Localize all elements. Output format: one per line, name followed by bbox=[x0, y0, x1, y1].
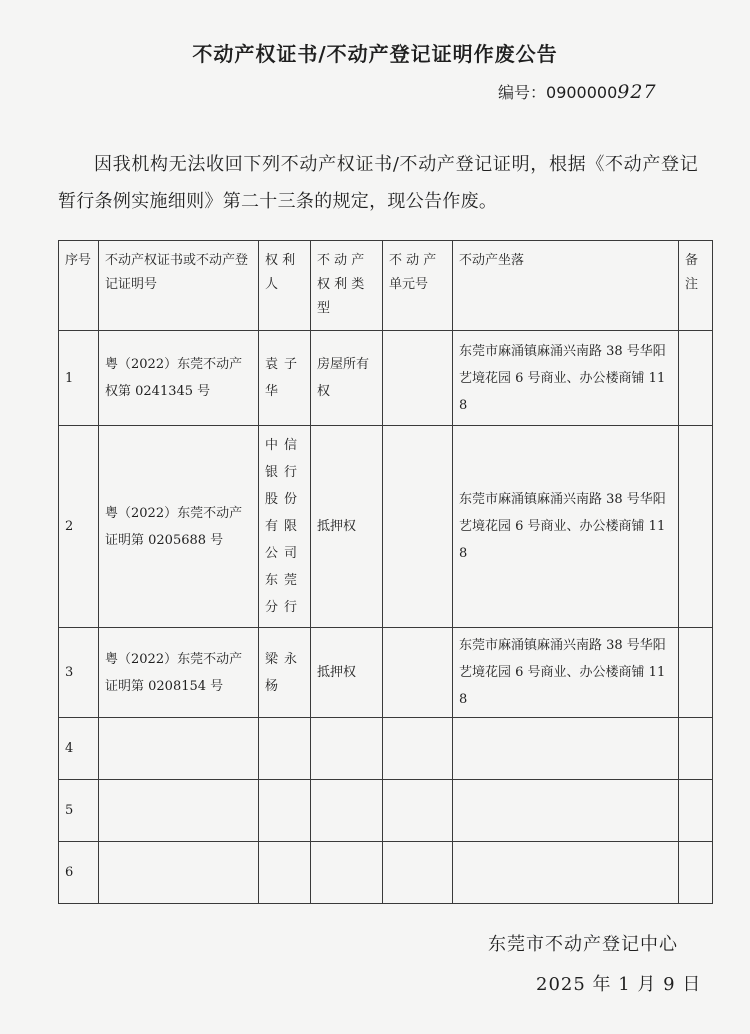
cell-certificate: 粤（2022）东莞不动产证明第 0208154 号 bbox=[99, 628, 259, 718]
cell-holder bbox=[259, 780, 311, 842]
document-number-label: 编号： bbox=[498, 83, 547, 102]
cell-unit-number bbox=[383, 780, 453, 842]
cell-right-type: 抵押权 bbox=[311, 628, 383, 718]
cell-note bbox=[679, 718, 713, 780]
table-row bbox=[59, 628, 713, 718]
cell-certificate bbox=[99, 780, 259, 842]
cell-unit-number bbox=[383, 331, 453, 426]
cell-location bbox=[453, 842, 679, 904]
cell-location: 东莞市麻涌镇麻涌兴南路 38 号华阳艺境花园 6 号商业、办公楼商铺 118 bbox=[453, 628, 679, 718]
header-holder: 权 利 人 bbox=[259, 241, 311, 331]
header-note: 备 注 bbox=[679, 241, 713, 331]
cell-index: 3 bbox=[59, 628, 99, 718]
cell-unit-number bbox=[383, 426, 453, 628]
header-unit-number: 不 动 产 单元号 bbox=[383, 241, 453, 331]
cell-holder: 袁子华 bbox=[259, 331, 311, 426]
cell-note bbox=[679, 780, 713, 842]
header-certificate: 不动产权证书或不动产登记证明号 bbox=[99, 241, 259, 331]
cell-right-type: 抵押权 bbox=[311, 426, 383, 628]
issue-date: 2025 年 1 月 9 日 bbox=[536, 974, 702, 995]
document-number-printed: 0900000 bbox=[546, 83, 618, 102]
cell-unit-number bbox=[383, 718, 453, 780]
cell-right-type bbox=[311, 718, 383, 780]
cell-index: 4 bbox=[59, 718, 99, 780]
table-row bbox=[59, 842, 713, 904]
cell-unit-number bbox=[383, 842, 453, 904]
cancellation-table bbox=[58, 240, 713, 904]
cell-index: 1 bbox=[59, 331, 99, 426]
intro-paragraph: 因我机构无法收回下列不动产权证书/不动产登记证明，根据《不动产登记暂行条例实施细则》第二十三条的规定，现公告作废。 bbox=[58, 154, 698, 212]
cell-holder bbox=[259, 718, 311, 780]
header-location: 不动产坐落 bbox=[453, 241, 679, 331]
table-row bbox=[59, 718, 713, 780]
cell-holder bbox=[259, 842, 311, 904]
cell-note bbox=[679, 331, 713, 426]
document-number-handwritten: 927 bbox=[617, 81, 657, 103]
cell-note bbox=[679, 842, 713, 904]
cell-holder: 中信银行股份有限公司东莞分行 bbox=[259, 426, 311, 628]
table-row bbox=[59, 331, 713, 426]
cell-location: 东莞市麻涌镇麻涌兴南路 38 号华阳艺境花园 6 号商业、办公楼商铺 118 bbox=[453, 426, 679, 628]
cell-certificate: 粤（2022）东莞不动产证明第 0205688 号 bbox=[99, 426, 259, 628]
header-index: 序号 bbox=[59, 241, 99, 331]
cell-right-type bbox=[311, 842, 383, 904]
cell-location: 东莞市麻涌镇麻涌兴南路 38 号华阳艺境花园 6 号商业、办公楼商铺 118 bbox=[453, 331, 679, 426]
cell-right-type: 房屋所有权 bbox=[311, 331, 383, 426]
cell-certificate: 粤（2022）东莞不动产权第 0241345 号 bbox=[99, 331, 259, 426]
cell-certificate bbox=[99, 718, 259, 780]
table-row bbox=[59, 780, 713, 842]
page-title: 不动产权证书/不动产登记证明作废公告 bbox=[192, 42, 558, 66]
table-header-row bbox=[59, 241, 713, 331]
cell-note bbox=[679, 628, 713, 718]
cell-index: 6 bbox=[59, 842, 99, 904]
cell-note bbox=[679, 426, 713, 628]
cell-certificate bbox=[99, 842, 259, 904]
cell-location bbox=[453, 718, 679, 780]
document-number bbox=[498, 80, 657, 103]
cell-unit-number bbox=[383, 628, 453, 718]
cell-index: 5 bbox=[59, 780, 99, 842]
issuing-organization: 东莞市不动产登记中心 bbox=[488, 934, 678, 955]
header-right-type: 不 动 产 权 利 类 型 bbox=[311, 241, 383, 331]
cell-holder: 梁永杨 bbox=[259, 628, 311, 718]
cell-location bbox=[453, 780, 679, 842]
cell-index: 2 bbox=[59, 426, 99, 628]
cell-right-type bbox=[311, 780, 383, 842]
table-row bbox=[59, 426, 713, 628]
